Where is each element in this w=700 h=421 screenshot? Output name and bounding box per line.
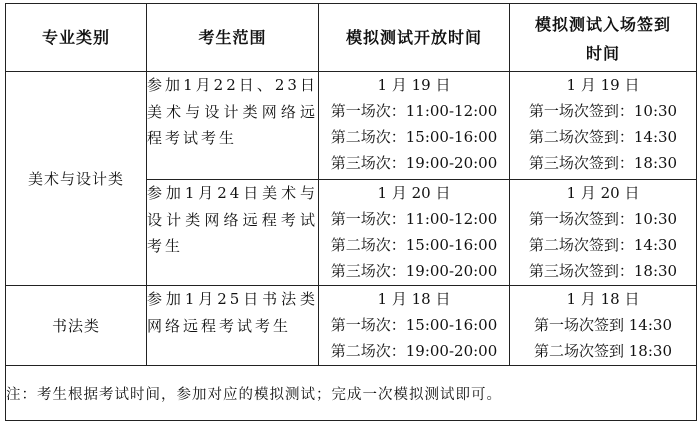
open-session-2: 第二场次：15:00-16:00 [330,236,498,254]
open-session-2: 第二场次：19:00-20:00 [330,342,498,360]
scope-cell: 参加1月24日美术与设计类网络远程考试考生 [147,180,319,286]
sign-time-cell [510,72,697,180]
open-time-cell [319,180,510,286]
sign-date: 1 月 18 日 [566,290,640,308]
scope-cell: 参加1月22日、23日美术与设计类网络远程考试考生 [147,72,319,180]
sign-session-3: 第三场次签到：18:30 [528,154,678,172]
sign-date: 1 月 19 日 [566,76,640,94]
open-time-cell [319,286,510,366]
open-session-2: 第二场次：15:00-16:00 [330,128,498,146]
sign-session-3: 第三场次签到：18:30 [528,262,678,280]
open-date: 1 月 20 日 [377,184,451,202]
header-candidate-scope: 考生范围 [147,4,319,72]
header-sign-in-time-line1: 模拟测试入场签到 [534,14,671,34]
open-session-1: 第一场次：11:00-12:00 [330,102,498,120]
sign-session-2: 第二场次签到 18:30 [534,342,672,360]
table-row [6,72,697,180]
header-major-category: 专业类别 [6,4,147,72]
table-header-row [6,4,697,72]
header-sign-in-time [510,4,697,72]
open-session-1: 第一场次：11:00-12:00 [330,210,498,228]
sign-time-cell [510,180,697,286]
sign-session-1: 第一场次签到：10:30 [528,210,678,228]
sign-time-cell [510,286,697,366]
sign-session-2: 第二场次签到：14:30 [528,236,678,254]
sign-date: 1 月 20 日 [566,184,640,202]
header-mock-open-time: 模拟测试开放时间 [319,4,510,72]
open-session-3: 第三场次：19:00-20:00 [330,154,498,172]
header-sign-in-time-line2: 时间 [585,43,620,63]
major-cell-art-design: 美术与设计类 [6,72,147,286]
major-cell-calligraphy: 书法类 [6,286,147,366]
sign-session-2: 第二场次签到：14:30 [528,128,678,146]
open-date: 1 月 19 日 [377,76,451,94]
table-row [6,286,697,366]
mock-test-schedule-table [5,3,697,421]
sign-session-1: 第一场次签到 14:30 [534,316,672,334]
open-session-3: 第三场次：19:00-20:00 [330,262,498,280]
open-time-cell [319,72,510,180]
table-note-row [6,366,697,421]
scope-cell: 参加1月25日书法类网络远程考试考生 [147,286,319,366]
open-session-1: 第一场次：15:00-16:00 [330,316,498,334]
open-date: 1 月 18 日 [377,290,451,308]
table-note: 注：考生根据考试时间，参加对应的模拟测试；完成一次模拟测试即可。 [6,366,697,421]
sign-session-1: 第一场次签到：10:30 [528,102,678,120]
